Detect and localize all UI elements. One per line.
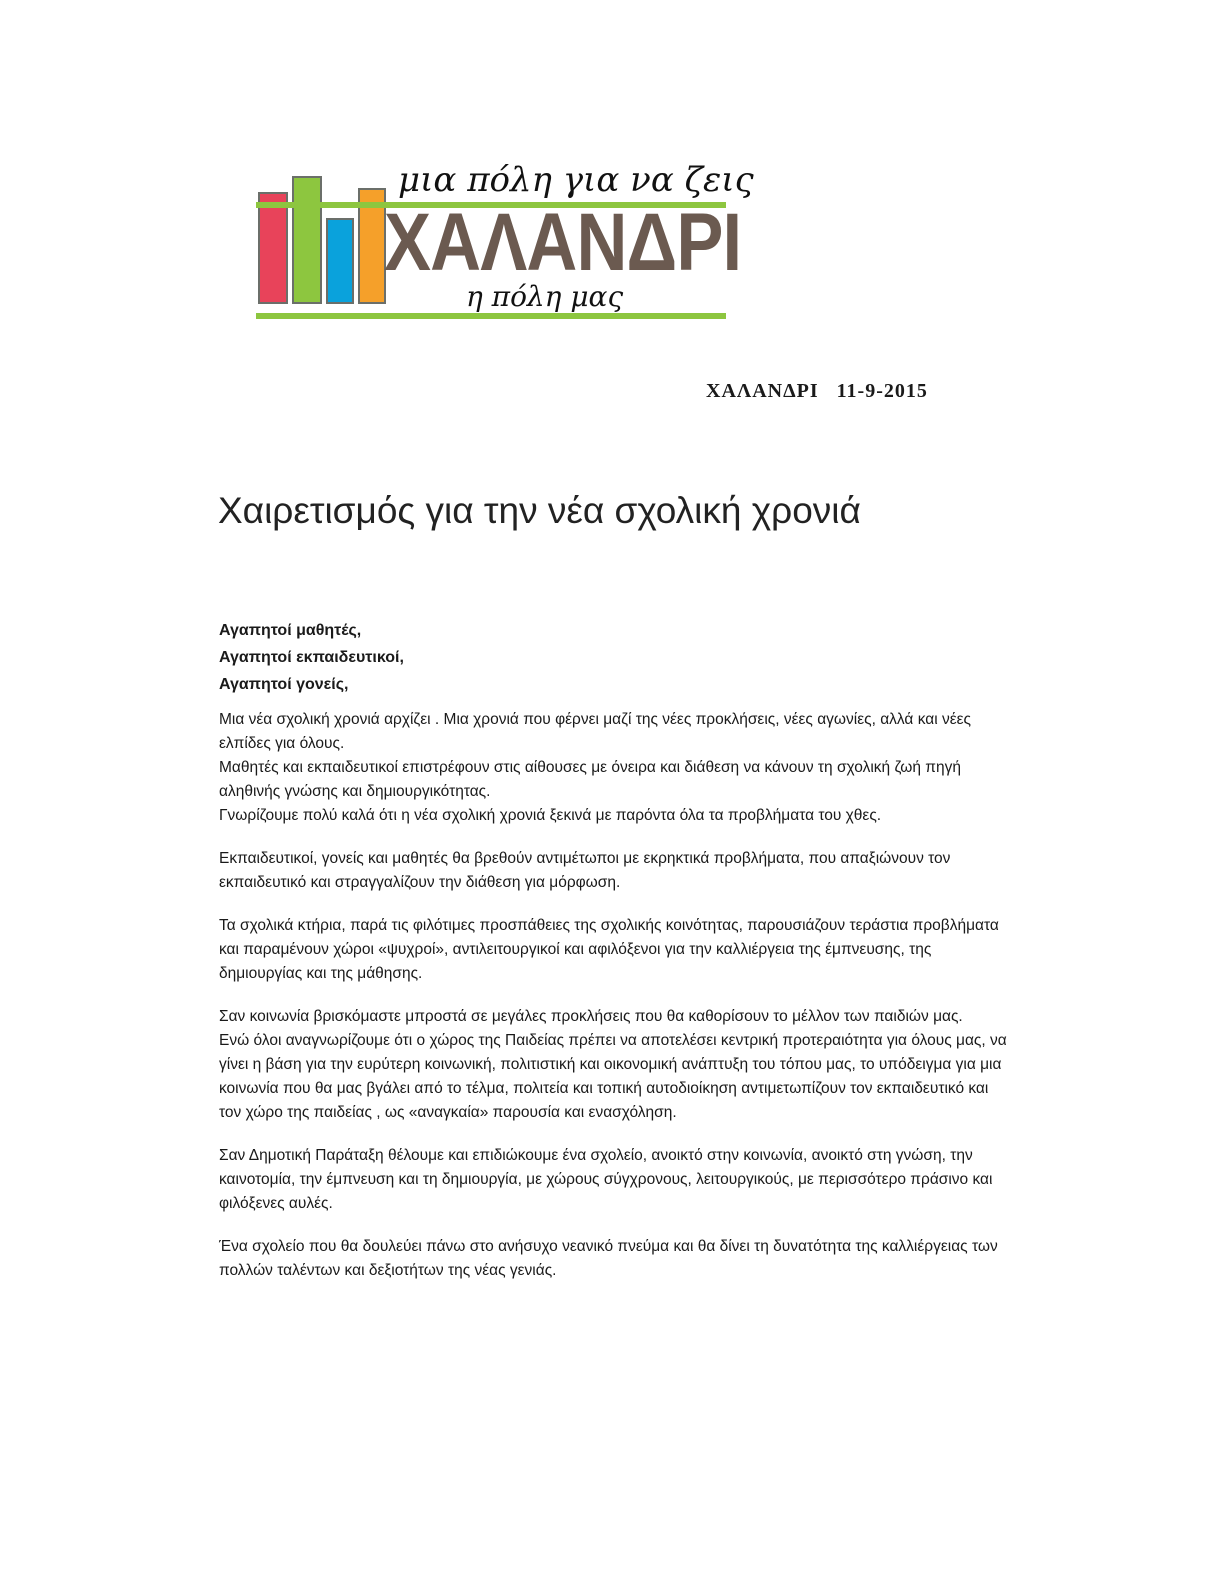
- logo-bar-blue: [326, 218, 354, 304]
- greeting-students: Αγαπητοί μαθητές,: [219, 622, 362, 639]
- paragraph: Τα σχολικά κτήρια, παρά τις φιλότιμες προσπάθειες της σχολικής κοινότητας, παρουσιάζουν τεράστια προβλήματα και παραμένουν χώροι «ψυχροί», αντιλειτουργικοί και αφιλόξενοι για την καλλιέργεια της έμπνευσης, της δημιουργίας και της μάθησης.: [219, 917, 999, 982]
- logo-bar-green: [292, 176, 322, 304]
- paragraph: Μια νέα σχολική χρονιά αρχίζει . Μια χρονιά που φέρνει μαζί της νέες προκλήσεις, νέες αγωνίες, αλλά και νέες ελπίδες για όλους.: [219, 711, 971, 752]
- logo-slogan-top: μια πόλη για να ζεις: [398, 160, 754, 200]
- paragraph: Ενώ όλοι αναγνωρίζουμε ότι ο χώρος της Παιδείας πρέπει να αποτελέσει κεντρική προτεραιότητα για όλους μας, να γίνει η βάση για την ευρύτερη κοινωνική, πολιτιστική και οικονομική ανάπτυξη του τόπου μας, το υπόδειγμα για μια κοινωνία που θα μας βγάλει από το τέλμα, πολιτεία και τοπική αυτοδιοίκηση αντιμετωπίζουν τον εκπαιδευτικό και τον χώρο της παιδείας , ως «αναγκαία» παρουσία και ενασχόληση.: [219, 1032, 1007, 1121]
- logo-bottom-line: [256, 313, 726, 319]
- dateline: ΧΑΛΑΝΔΡΙ 11-9-2015: [706, 380, 928, 402]
- paragraph: Γνωρίζουμε πολύ καλά ότι η νέα σχολική χρονιά ξεκινά με παρόντα όλα τα προβλήματα του χθες.: [219, 807, 882, 824]
- greeting-parents: Αγαπητοί γονείς,: [219, 676, 349, 693]
- logo-name: ΧΑΛΑΝΔΡΙ: [384, 197, 742, 288]
- page-title: Χαιρετισμός για την νέα σχολική χρονιά: [218, 490, 861, 531]
- letter-body: [219, 708, 1009, 1302]
- paragraph: Ένα σχολείο που θα δουλεύει πάνω στο ανήσυχο νεανικό πνεύμα και θα δίνει τη δυνατότητα της καλλιέργειας των πολλών ταλέντων και δεξιοτήτων της νέας γενιάς.: [219, 1238, 998, 1279]
- logo-slogan-bottom: η πόλη μας: [466, 280, 624, 313]
- logo-bar-red: [258, 192, 288, 304]
- paragraph: Σαν Δημοτική Παράταξη θέλουμε και επιδιώκουμε ένα σχολείο, ανοικτό στην κοινωνία, ανοικτό στη γνώση, την καινοτομία, την έμπνευση και τη δημιουργία, με χώρους σύγχρονους, λειτουργικούς, με περισσότερο πράσινο και φιλόξενες αυλές.: [219, 1147, 993, 1212]
- greeting-teachers: Αγαπητοί εκπαιδευτικοί,: [219, 649, 404, 666]
- paragraph: Μαθητές και εκπαιδευτικοί επιστρέφουν στις αίθουσες με όνειρα και διάθεση να κάνουν τη σχολική ζωή πηγή αληθινής γνώσης και δημιουργικότητας.: [219, 759, 961, 800]
- chalandri-logo: [256, 160, 754, 325]
- paragraph: Σαν κοινωνία βρισκόμαστε μπροστά σε μεγάλες προκλήσεις που θα καθορίσουν το μέλλον των παιδιών μας.: [219, 1008, 963, 1025]
- paragraph: Εκπαιδευτικοί, γονείς και μαθητές θα βρεθούν αντιμέτωποι με εκρηκτικά προβλήματα, που απαξιώνουν τον εκπαιδευτικό και στραγγαλίζουν την διάθεση για μόρφωση.: [219, 850, 951, 891]
